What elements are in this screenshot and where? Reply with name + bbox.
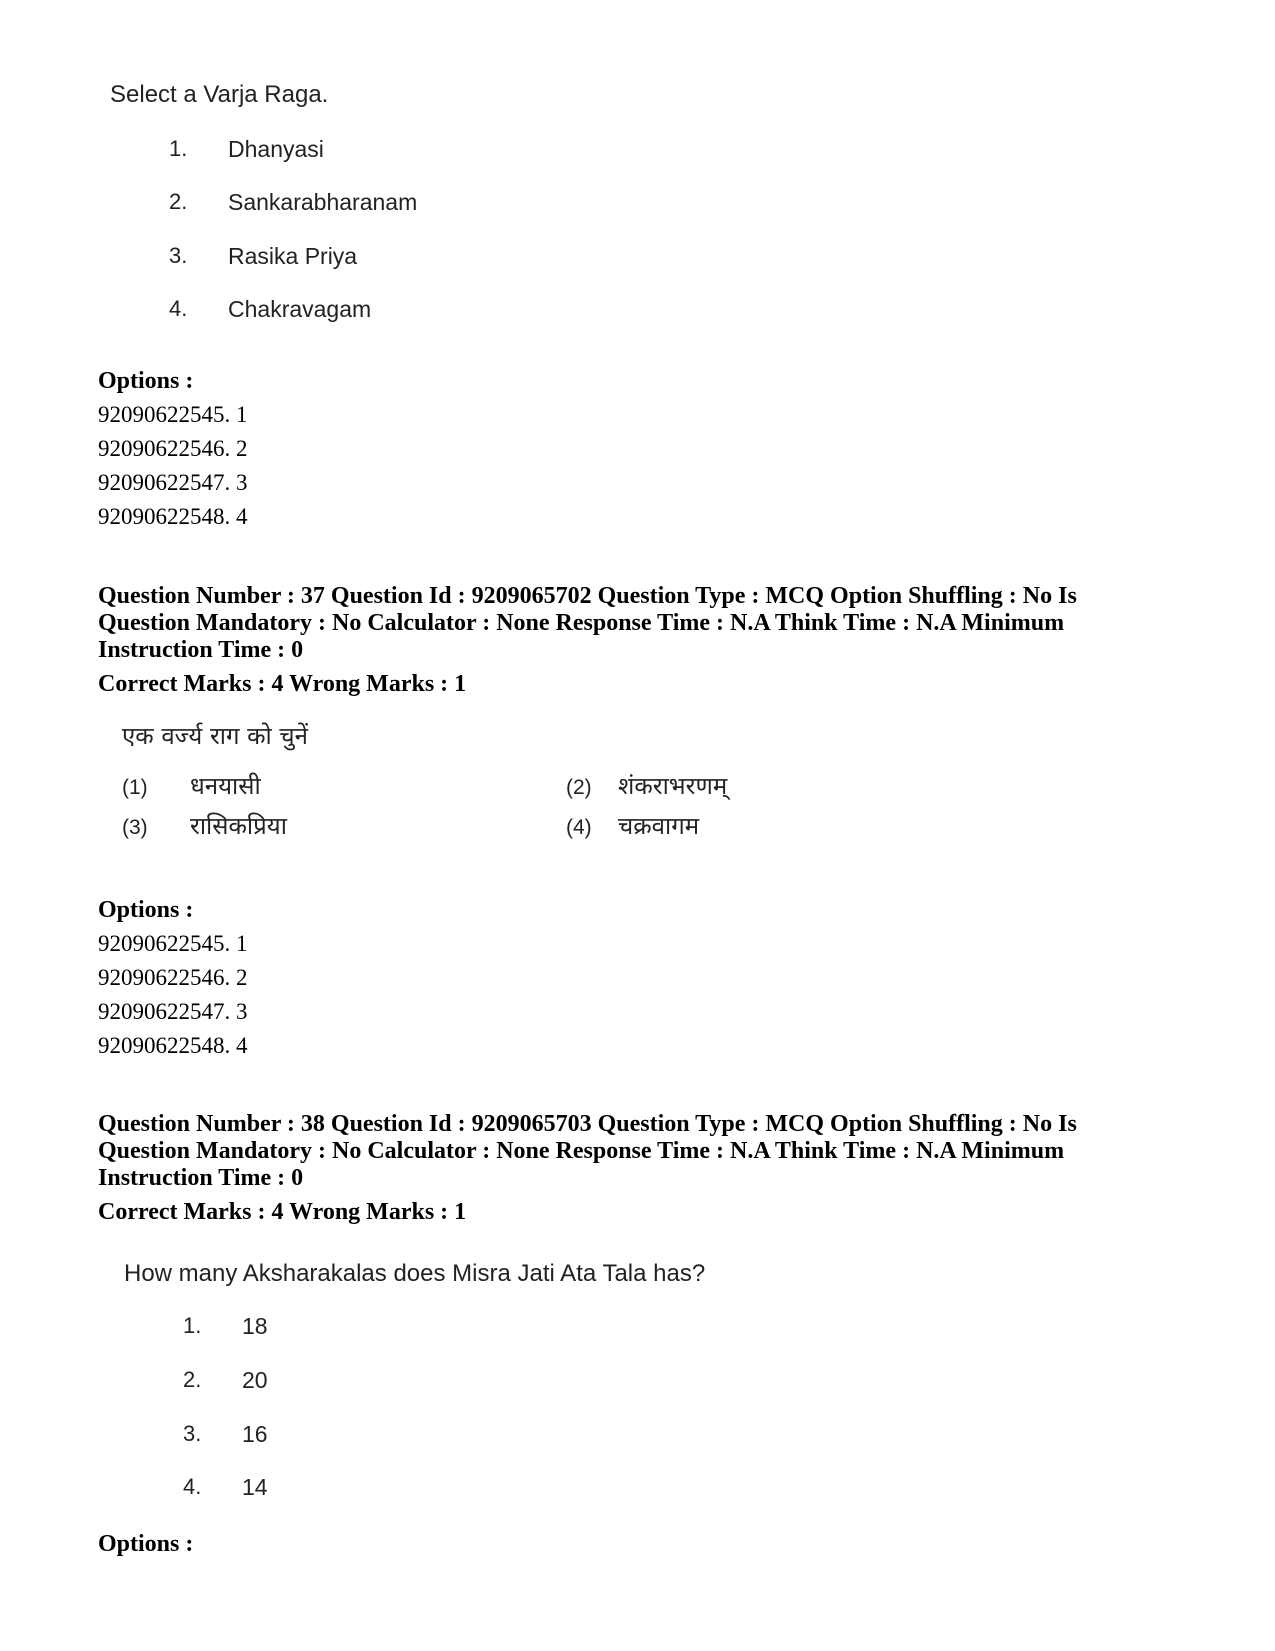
- q37-meta: Question Number : 37 Question Id : 9209065702 Question Type : MCQ Option Shuffling : No Is Question Mandatory : No Calculator : None Response Time : N.A Think Time : N.A Minimum Instruction Time : 0: [98, 583, 1077, 663]
- q38-options-heading: Options :: [98, 1531, 194, 1557]
- q37-choice-1-number: (1): [122, 776, 148, 799]
- q38-choice-1-number: 1.: [183, 1313, 202, 1338]
- q37-choice-1-label: धनयासी: [190, 772, 261, 800]
- q36-choice-4-label: Chakravagam: [228, 296, 372, 322]
- q37-option-1: 92090622545. 1: [98, 931, 248, 956]
- q36-choice-1-label: Dhanyasi: [228, 136, 324, 162]
- q38-choice-4-label: 14: [242, 1474, 268, 1500]
- q38-choice-2-label: 20: [242, 1367, 268, 1393]
- q38-meta: Question Number : 38 Question Id : 9209065703 Question Type : MCQ Option Shuffling : No Is Question Mandatory : No Calculator : None Response Time : N.A Think Time : N.A Minimum Instruction Time : 0: [98, 1111, 1077, 1191]
- q36-choice-4-number: 4.: [169, 296, 188, 321]
- q37-option-4: 92090622548. 4: [98, 1033, 248, 1058]
- q37-choice-2-number: (2): [566, 776, 592, 799]
- q36-option-1: 92090622545. 1: [98, 402, 248, 427]
- q37-choice-3-number: (3): [122, 816, 148, 839]
- q38-choice-4-number: 4.: [183, 1474, 202, 1499]
- q36-choice-3-label: Rasika Priya: [228, 243, 358, 269]
- q37-marks: Correct Marks : 4 Wrong Marks : 1: [98, 671, 467, 697]
- q36-choice-3-number: 3.: [169, 243, 188, 268]
- q38-choice-2-number: 2.: [183, 1367, 202, 1392]
- q36-choice-2-label: Sankarabharanam: [228, 189, 418, 215]
- q36-options-heading: Options :: [98, 368, 194, 394]
- q36-choice-2-number: 2.: [169, 189, 188, 214]
- q37-choice-2-label: शंकराभरणम्: [618, 772, 728, 800]
- q38-choice-3-number: 3.: [183, 1421, 202, 1446]
- q37-option-2: 92090622546. 2: [98, 965, 248, 990]
- q38-choice-3-label: 16: [242, 1421, 268, 1447]
- q37-question-text: एक वर्ज्य राग को चुनें: [122, 722, 308, 750]
- q38-marks: Correct Marks : 4 Wrong Marks : 1: [98, 1199, 467, 1225]
- q36-option-4: 92090622548. 4: [98, 504, 248, 529]
- q36-choice-1-number: 1.: [169, 136, 188, 161]
- q37-option-3: 92090622547. 3: [98, 999, 248, 1024]
- q37-options-heading: Options :: [98, 897, 194, 923]
- q38-choice-1-label: 18: [242, 1313, 268, 1339]
- q36-option-2: 92090622546. 2: [98, 436, 248, 461]
- q38-question-text: How many Aksharakalas does Misra Jati Ata Tala has?: [124, 1260, 706, 1287]
- q37-choice-4-number: (4): [566, 816, 592, 839]
- q37-choice-3-label: रासिकप्रिया: [190, 812, 287, 840]
- q37-choice-4-label: चक्रवागम: [618, 812, 700, 840]
- q36-question-text: Select a Varja Raga.: [110, 81, 329, 108]
- q36-option-3: 92090622547. 3: [98, 470, 248, 495]
